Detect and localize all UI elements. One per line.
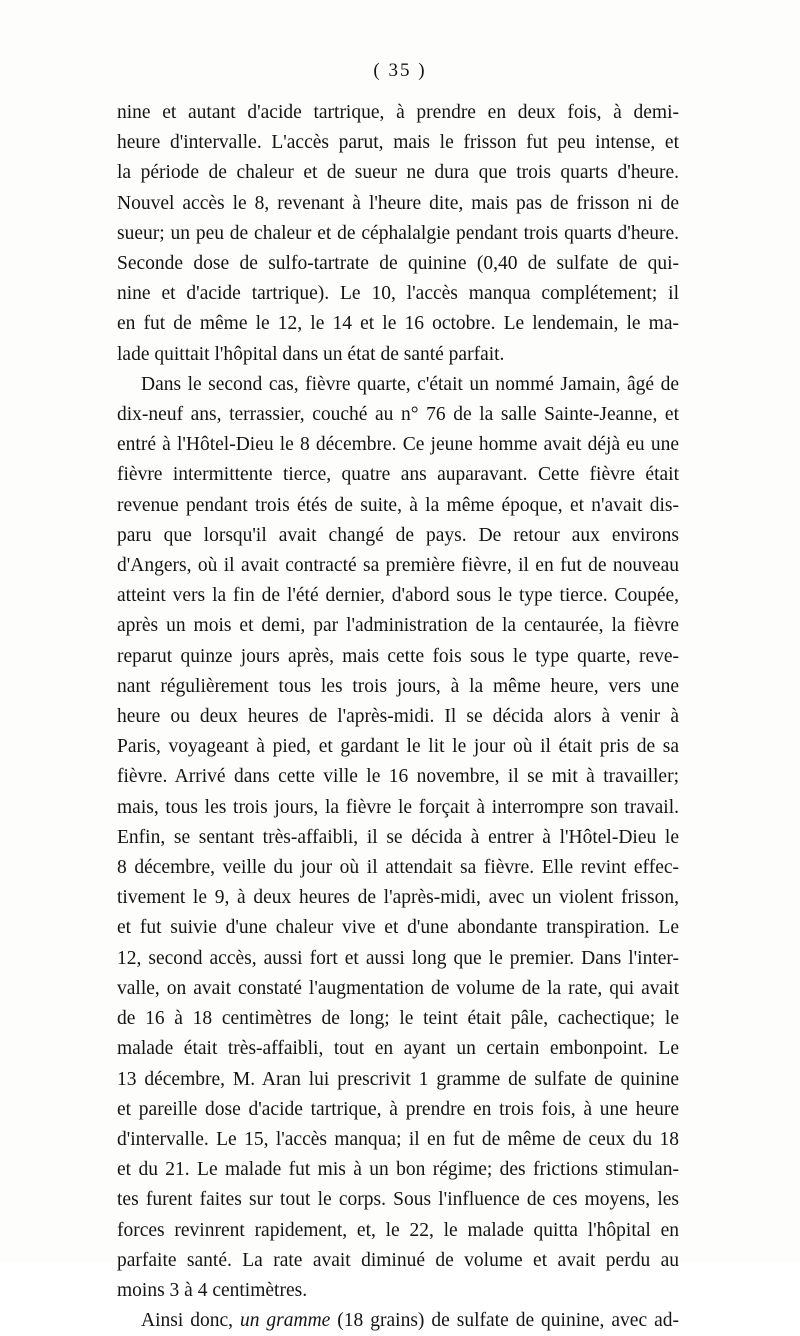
text-line: Nouvel accès le 8, revenant à l'heure dite, mais pas de frisson ni de: [117, 192, 679, 214]
text-line: de 16 à 18 centimètres de long; le teint était pâle, cachectique; le: [117, 1008, 679, 1030]
text-line: reparut quinze jours après, mais cette fois sous le type quarte, reve-: [117, 645, 679, 667]
text-line: revenue pendant trois étés de suite, à la même époque, et n'avait dis-: [117, 494, 679, 516]
text-line: 13 décembre, M. Aran lui prescrivit 1 gramme de sulfate de quinine: [117, 1068, 679, 1090]
text-line: 8 décembre, veille du jour où il attendait sa fièvre. Elle revint effec-: [117, 857, 679, 879]
page-number: ( 35 ): [373, 60, 427, 81]
text-line: malade était très-affaibli, tout en ayant un certain embonpoint. Le: [117, 1038, 679, 1060]
text-line: atteint vers la fin de l'été dernier, d'abord sous le type tierce. Coupée,: [117, 585, 679, 607]
body-text: [117, 98, 679, 1336]
text-line: après un mois et demi, par l'administration de la centaurée, la fièvre: [117, 615, 679, 637]
text-line: heure d'intervalle. L'accès parut, mais le frisson fut peu intense, et: [117, 132, 679, 154]
text-line: tivement le 9, à deux heures de l'après-midi, avec un violent frisson,: [117, 887, 679, 909]
text-line: en fut de même le 12, le 14 et le 16 octobre. Le lendemain, le ma-: [117, 313, 679, 335]
paragraph-end-line: lade quittait l'hôpital dans un état de santé parfait.: [117, 343, 505, 365]
text-line: et pareille dose d'acide tartrique, à prendre en trois fois, à une heure: [117, 1098, 679, 1120]
text-line: et fut suivie d'une chaleur vive et d'une abondante transpiration. Le: [117, 917, 679, 939]
text-line: forces revinrent rapidement, et, le 22, le malade quitta l'hôpital en: [117, 1219, 679, 1241]
text-line: fièvre. Arrivé dans cette ville le 16 novembre, il se mit à travailler;: [117, 766, 679, 788]
text-line: Enfin, se sentant très-affaibli, il se décida à entrer à l'Hôtel-Dieu le: [117, 826, 679, 848]
text-line: heure ou deux heures de l'après-midi. Il se décida alors à venir à: [117, 706, 679, 728]
text-line: tes furent faites sur tout le corps. Sous l'influence de ces moyens, les: [117, 1189, 679, 1211]
text-line: Seconde dose de sulfo-tartrate de quinine (0,40 de sulfate de qui-: [117, 253, 679, 275]
text-line: valle, on avait constaté l'augmentation de volume de la rate, qui avait: [117, 977, 679, 999]
text-line: sueur; un peu de chaleur et de céphalalgie pendant trois quarts d'heure.: [117, 222, 679, 244]
text-line: fièvre intermittente tierce, quatre ans auparavant. Cette fièvre était: [117, 464, 679, 486]
emphasized-phrase: un gramme: [239, 1310, 331, 1332]
paragraph-start-line: Dans le second cas, fièvre quarte, c'était un nommé Jamain, âgé de: [141, 373, 679, 395]
text-line: 12, second accès, aussi fort et aussi long que le premier. Dans l'inter-: [117, 947, 679, 969]
text-line: la période de chaleur et de sueur ne dura que trois quarts d'heure.: [117, 162, 679, 184]
text-line: mais, tous les trois jours, la fièvre le forçait à interrompre son travail.: [117, 796, 679, 818]
text-line: Paris, voyageant à pied, et gardant le lit le jour où il était pris de sa: [117, 736, 679, 758]
text-line: nine et d'acide tartrique). Le 10, l'accès manqua complétement; il: [117, 283, 679, 305]
text-line: d'intervalle. Le 15, l'accès manqua; il en fut de même de ceux du 18: [117, 1128, 679, 1150]
final-line-end: (18 grains) de sulfate de quinine, avec ad-: [330, 1310, 679, 1332]
text-line: nine et autant d'acide tartrique, à prendre en deux fois, à demi-: [117, 102, 679, 123]
final-line-start: Ainsi donc,: [141, 1310, 240, 1332]
text-line: nant régulièrement tous les trois jours, à la même heure, vers une: [117, 675, 679, 697]
text-line: dix-neuf ans, terrassier, couché au n° 76 de la salle Sainte-Jeanne, et: [117, 404, 679, 426]
text-line: parfaite santé. La rate avait diminué de volume et avait perdu au: [117, 1249, 679, 1271]
paragraph-end-line: moins 3 à 4 centimètres.: [117, 1279, 308, 1301]
paragraph-start-line: [117, 1306, 679, 1336]
text-line: d'Angers, où il avait contracté sa première fièvre, il en fut de nouveau: [117, 555, 679, 577]
text-line: paru que lorsqu'il avait changé de pays. De retour aux environs: [117, 524, 679, 546]
text-line: et du 21. Le malade fut mis à un bon régime; des frictions stimulan-: [117, 1159, 679, 1181]
text-line: entré à l'Hôtel-Dieu le 8 décembre. Ce jeune homme avait déjà eu une: [117, 434, 679, 456]
